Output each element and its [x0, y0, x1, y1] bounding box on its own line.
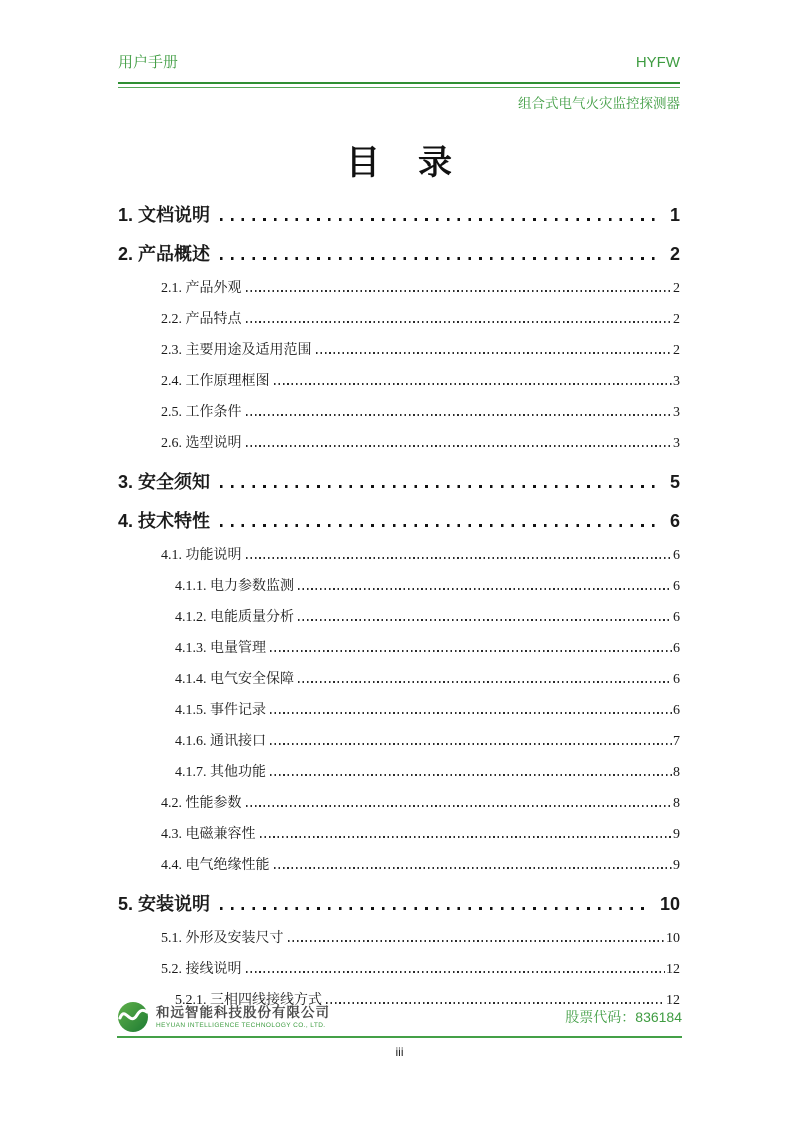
toc-entry-page: 2: [669, 244, 680, 264]
toc-entry[interactable]: [118, 506, 680, 537]
header-product-name: 组合式电气火灾监控探测器: [518, 96, 680, 111]
toc-entry-page: 2: [673, 281, 680, 296]
toc-entry-label: 3. 安全须知: [118, 472, 211, 492]
toc-entry[interactable]: [118, 819, 680, 850]
dot-leader: [246, 805, 673, 807]
toc-entry[interactable]: [118, 467, 680, 498]
toc-entry[interactable]: [118, 602, 680, 633]
toc-entry[interactable]: [118, 200, 680, 231]
toc-entry[interactable]: [118, 633, 680, 664]
toc-entry-page: 9: [673, 858, 680, 873]
toc-entry-label: 4.4. 电气绝缘性能: [161, 858, 270, 873]
toc-entry-label: 4.1.4. 电气安全保障: [175, 672, 294, 687]
toc-entry-page: 6: [673, 641, 680, 656]
dot-leader: [246, 290, 673, 292]
header-model: HYFW: [635, 54, 680, 71]
dot-leader: [220, 257, 661, 260]
dot-leader: [270, 712, 672, 714]
toc-entry[interactable]: [118, 366, 680, 397]
toc-entry[interactable]: [118, 923, 680, 954]
footer-divider: [117, 1036, 682, 1038]
dot-leader: [270, 650, 672, 652]
toc-entry-page: 8: [673, 796, 680, 811]
toc-entry-label: 4.1. 功能说明: [161, 548, 242, 563]
toc-entry-page: 6: [673, 703, 680, 718]
dot-leader: [274, 383, 673, 385]
dot-leader: [270, 743, 672, 745]
toc-entry-page: 6: [673, 548, 680, 563]
toc-entry[interactable]: [118, 540, 680, 571]
toc-entry-page: 2: [673, 312, 680, 327]
page-title: 目 录: [346, 144, 454, 182]
toc-entry[interactable]: [118, 850, 680, 881]
toc-entry-label: 2.5. 工作条件: [161, 405, 242, 420]
dot-leader: [298, 588, 672, 590]
toc-entry[interactable]: [118, 239, 680, 270]
dot-leader: [316, 352, 673, 354]
company-brand: [117, 1001, 330, 1033]
toc-entry-page: 12: [666, 962, 680, 977]
dot-leader: [220, 218, 661, 221]
page-header: [0, 0, 800, 112]
toc-entry-label: 5. 安装说明: [118, 894, 211, 914]
toc-entry-page: 10: [659, 894, 680, 914]
toc-entry-page: 6: [669, 511, 680, 531]
toc-entry-page: 10: [666, 931, 680, 946]
toc-entry[interactable]: [118, 664, 680, 695]
dot-leader: [246, 971, 666, 973]
toc-entry-page: 3: [673, 374, 680, 389]
toc-entry-label: 2.6. 选型说明: [161, 436, 242, 451]
toc-entry-label: 2. 产品概述: [118, 244, 211, 264]
toc-entry[interactable]: [118, 335, 680, 366]
header-divider: [118, 82, 680, 88]
toc-entry-label: 2.1. 产品外观: [161, 281, 242, 296]
dot-leader: [220, 524, 661, 527]
toc-entry[interactable]: [118, 428, 680, 459]
toc-entry-label: 2.4. 工作原理框图: [161, 374, 270, 389]
dot-leader: [246, 557, 673, 559]
toc-entry-page: 5: [669, 472, 680, 492]
dot-leader: [298, 681, 672, 683]
toc-entry-page: 7: [673, 734, 680, 749]
toc-entry-label: 2.2. 产品特点: [161, 312, 242, 327]
dot-leader: [246, 445, 673, 447]
company-name-en: HEYUAN INTELLIGENCE TECHNOLOGY CO., LTD.: [156, 1021, 326, 1029]
toc-entry[interactable]: [118, 571, 680, 602]
toc-entry-page: 6: [673, 672, 680, 687]
company-name: 和远智能科技股份有限公司: [156, 1004, 330, 1020]
toc-entry[interactable]: [118, 954, 680, 985]
toc-entry-label: 4.1.6. 通讯接口: [175, 734, 266, 749]
dot-leader: [270, 774, 672, 776]
dot-leader: [220, 485, 661, 488]
toc-entry[interactable]: [118, 304, 680, 335]
stock-code: 股票代码：836184: [565, 1009, 682, 1025]
page-number: iii: [395, 1045, 404, 1059]
toc-entry-label: 4.3. 电磁兼容性: [161, 827, 256, 842]
toc-entry-page: 12: [666, 993, 680, 1008]
toc-entry[interactable]: [118, 397, 680, 428]
toc-entry-label: 4. 技术特性: [118, 511, 211, 531]
toc-entry-label: 4.1.5. 事件记录: [175, 703, 266, 718]
toc-entry[interactable]: [118, 273, 680, 304]
toc-entry-label: 4.2. 性能参数: [161, 796, 242, 811]
dot-leader: [288, 940, 666, 942]
toc-list: [118, 200, 680, 1016]
dot-leader: [246, 414, 673, 416]
toc-entry[interactable]: [118, 726, 680, 757]
toc-entry[interactable]: [118, 757, 680, 788]
toc-entry[interactable]: [118, 695, 680, 726]
dot-leader: [220, 907, 651, 910]
toc-entry[interactable]: [118, 889, 680, 920]
company-logo-icon: [117, 1001, 149, 1033]
dot-leader: [274, 867, 673, 869]
toc-entry-page: 8: [673, 765, 680, 780]
toc-entry-page: 2: [673, 343, 680, 358]
dot-leader: [298, 619, 672, 621]
toc-entry-label: 5.1. 外形及安装尺寸: [161, 931, 284, 946]
toc-entry-label: 4.1.1. 电力参数监测: [175, 579, 294, 594]
toc-entry-page: 3: [673, 405, 680, 420]
toc-entry-page: 9: [673, 827, 680, 842]
toc-entry-page: 1: [669, 205, 680, 225]
header-doc-type: 用户手册: [118, 54, 179, 71]
toc-entry-page: 6: [673, 579, 680, 594]
toc-entry-label: 4.1.3. 电量管理: [175, 641, 266, 656]
toc-entry-page: 3: [673, 436, 680, 451]
toc-entry-label: 1. 文档说明: [118, 205, 211, 225]
dot-leader: [246, 321, 673, 323]
toc-entry-label: 5.2.1. 三相四线接线方式: [175, 993, 322, 1008]
page-footer: [117, 1001, 682, 1059]
toc-entry-label: 5.2. 接线说明: [161, 962, 242, 977]
toc-entry-label: 4.1.7. 其他功能: [175, 765, 266, 780]
toc-entry-label: 4.1.2. 电能质量分析: [175, 610, 294, 625]
toc-entry-page: 6: [673, 610, 680, 625]
dot-leader: [260, 836, 673, 838]
toc-entry-label: 2.3. 主要用途及适用范围: [161, 343, 312, 358]
toc-entry[interactable]: [118, 788, 680, 819]
